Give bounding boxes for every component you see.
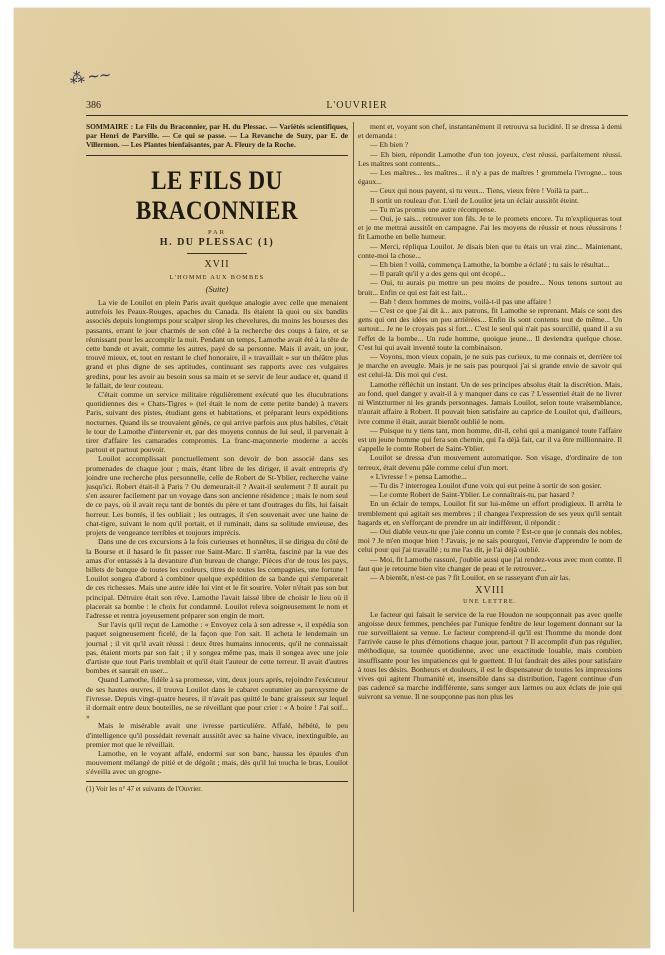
paragraph: « L'ivresse ! » pensa Lamothe... bbox=[370, 471, 467, 481]
page-number: 386 bbox=[86, 100, 101, 111]
author: H. DU PLESSAC (1) bbox=[159, 237, 275, 249]
paragraph: Dans une de ces excursions à la fois curieuses et honnêtes, il se dirigea du côté de la Bourse et il hasard le fit passer rue Saint-Marc. Il s'arrêta, fasciné par la vue des amas d'or entassés à la devanture d'un bureau de change. Pièces d'or de tous les pays, billets de banque de toutes les couleurs, titres de toutes les compagnies, une fortune ! Louilot songea d'abord à combiner quelque expédition de sa bande qui s'emparerait de ces richesses. Mais une autre idée lui vint et le fit sourire. Voler n'était pas son but principal. Détruire était son rêve. Lamothe l'avait laissé libre de choisir le lieu où il placerait sa bombe : le choix fut condamné. Louilot releva soigneusement le nom et l'adresse et rentra joyeusement préparer son engin de mort. bbox=[86, 537, 348, 620]
paragraph: Mais le misérable avait une ivresse particulière. Affalé, hébété, le peu d'intelligence qu'il possédait revenait aussitôt avec sa haine vivace, inextinguible, au premier mot que le réveillait. bbox=[86, 721, 348, 749]
paragraph: — Oui diable veux-tu que j'aie connu un comte ? Est-ce que je connais des nobles, moi ? Je m'en moque bien ! J'avais, je ne sais pourquoi, l'envie d'apprendre le nom de celui pour qui j'ai travaillé ; tu me l'as dit, je l'ai déjà oublié. bbox=[358, 526, 622, 555]
newspaper-page bbox=[14, 8, 650, 948]
paragraph: — Voyons, mon vieux copain, je ne suis pas curieux, tu me connais et, derrière toi je marche en aveugle. Mais je ne sais pas pourquoi j'ai si grande envie de savoir qui est celui-là. Dis moi qui c'est. bbox=[358, 352, 622, 380]
paragraph: Louilot accomplissait ponctuellement son devoir de bon associé dans ses promenades de chaque jour ; mais, étant libre de les diriger, il avait entrepris d'y joindre une recherche plus personnelle, celle de Robert de St-Yblier, recherche vaine jusqu'ici. Robert était-il à Paris ? Ou demeurait-il ? Avait-il seulement ? Il aurait pu s'en assurer facilement par un voyage dans son ancienne résidence ; mais le nom seul de ce pays, où il avait reçu tant de bontés du père et tant d'outrages du fils, lui faisait horreur. Les bontés, il les oubliait ; les outrages, il s'en souvenait avec une haine de chat-tigre, suivant le nom qu'il portait, et il ruminait, dans sa solitude envieuse, des projets de vengeance terribles et toujours imprécis. bbox=[86, 454, 348, 538]
paragraph: — Oui, tu aurais pu mettre un peu moins de poudre... Nous tenons surtout au bruit... Enfin ce qui est fait est fait... bbox=[358, 278, 622, 297]
paragraph: — Ceux qui nous payent, si tu veux... Tiens, vieux frère ! Voilà ta part... bbox=[370, 186, 589, 196]
paragraph: — Eh bien ? bbox=[370, 140, 409, 150]
paragraph: Il sortit un rouleau d'or. L'œil de Louilot jeta un éclair aussitôt éteint. bbox=[370, 195, 579, 205]
paragraph: Lamothe réfléchit un instant. Un de ses principes absolus était la discrétion. Mais, au fond, quel danger y avait-il à y manquer dans ce cas ? L'essentiel était de ne livrer ni Wintzturmer ni les grands personnages. Jamais Louilot, selon toute vraisemblance, n'aurait affaire à Robert. Il pouvait bien satisfaire au caprice de Louilot qui, d'ailleurs, ivre comme il était, aurait bientôt oublié le nom. bbox=[358, 379, 622, 426]
paragraph: Louilot se dressa d'un mouvement automatique. Son visage, d'ordinaire de ton terreux, était devenu pâle comme celui d'un mort. bbox=[358, 453, 622, 472]
paragraph: — Eh bien ! voilà, commença Lamothe, la bombe a éclaté ; tu sais le résultat... bbox=[370, 260, 610, 270]
paragraph: Quand Lamothe, fidèle à sa promesse, vint, deux jours après, rejoindre l'exécuteur de ses hautes œuvres, il trouva Louilot dans le cabaret coutumier au paroxysme de l'ivresse. Depuis vingt-quatre heures, il n'avait pas quitté le banc graisseux sur lequel il dormait entre deux bouteilles, ne se réveillant que pour crier : « A boire ! J'ai soif... » bbox=[86, 675, 348, 722]
paragraph: — Eh bien, répondit Lamothe d'un ton joyeux, c'est réussi, parfaitement réussi. Les maîtres sont contents... bbox=[358, 149, 622, 168]
chapter-title: UNE LETTRE. bbox=[463, 598, 517, 606]
paragraph: ment et, voyant son chef, instantanément il retrouva sa lucidité. Il se dressa à demi et demanda : bbox=[358, 122, 622, 141]
paragraph: En un éclair de temps, Louilot fit sur lui-même un effort prodigieux. Il arrêta le tremblement qui agitait ses membres ; il changea l'expression de ses yeux qu'il sentait hagards et, en s'efforçant de prendre un air indifférent, il répondit : bbox=[358, 499, 622, 527]
paragraph: La vie de Louilot en plein Paris avait quelque analogie avec celle que menaient autrefois les Peaux-Rouges, apaches du Canada. Ils étaient là quoi ou six bandits associés depuis longtemps pour scalper sirop les chevelures, du moins les bourses des passants, errant le jour charmés de son côté à la recherche des coups à faire, et se réunissant pour les accomplir la nuit. Pendant un temps, Lamothe avait été à la tête de cette bande et avait, comme les autres, payé de sa personne. Mais il avait, un jour, trouvé mieux, et, tout en restant le chef honoraire, il « travaillait » sur un théâtre plus grand et plus digne de ses aptitudes, continuant ses rapports avec ces vulgaires gredins, pour les avoir au besoin sous sa main et se servir de leur audace et, quand il le fallait, de leur couteau. bbox=[86, 298, 348, 390]
paragraph: — Tu m'as promis une autre récompense. bbox=[370, 204, 497, 214]
paragraph: — Moi, fit Lamothe rassuré, j'oublie aussi que j'ai rendez-vous avec mon comte. Il faut que je retourne bien vite changer de peau et le retrouver... bbox=[358, 554, 622, 573]
paragraph: — Puisque tu y tiens tant, mon homme, dit-il, celui qui a manigancé toute l'affaire est un jeune homme qui fera son chemin, qui l'a déjà fait, car il va être millionnaire. Il s'appelle le comte Robert de Saint-Yblier. bbox=[358, 425, 622, 454]
article-title: LE FILS DU BRACONNIER bbox=[135, 166, 299, 225]
paragraph: — A bientôt, n'est-ce pas ? fit Louilot, en se rasseyant d'un air las. bbox=[370, 572, 571, 582]
column-separator bbox=[353, 122, 354, 912]
title-rule bbox=[187, 253, 247, 254]
chapter-number: XVIII bbox=[475, 585, 505, 597]
page-header bbox=[86, 100, 628, 114]
paragraph: — Le comte Robert de Saint-Yblier. Le connaîtrais-tu, par hasard ? bbox=[370, 490, 575, 500]
paragraph: — Tu dis ? interrogea Louilot d'une voix qui eut peine à sortir de son gosier. bbox=[370, 480, 602, 490]
journal-title: L'OUVRIER bbox=[326, 100, 388, 111]
chapter-title: L'HOMME AUX BOMBES bbox=[169, 273, 265, 281]
chapter-number: XVII bbox=[204, 259, 230, 271]
paragraph: Le facteur qui faisait le service de la rue Houdon ne soupçonnait pas avec quelle angoisse deux femmes, penchées par l'unique fenêtre de leur logement donnant sur la rue surveillaient sa venue. Le facteur comprend-il qu'il est l'homme du monde dont l'arrivée cause le plus d'émotions chaque jour, partout ? Il accomplit d'un pas régulier, méthodique, sa tournée quotidienne, avec une exactitude louable, mais combien insuffisante pour les impatiences qui le guettent. Il lui faudrait des ailes pour satisfaire à tous les désirs. Bonheurs et douleurs, il est le dispensateur de toutes les impressions vives qui agitent l'humanité et, insensible dans sa distribution, l'agent continue d'un pas cadencé sa marche indifférente, sans songer aux larmes ou aux éclats de joie qui suivront sa venue. Il ne soupçonne pas non plus les bbox=[358, 609, 622, 702]
paragraph: — Il paraît qu'il y a des gens qui ont écopé... bbox=[370, 269, 506, 279]
paragraph: — Oui, je sais... retrouver ton fils. Je te le promets encore. Tu m'expliqueras tout et je me mettrai aussitôt en campagne. J'ai les moyens de réussir et nous réussirons ! fit Lamothe en belle humeur. bbox=[358, 214, 622, 242]
paragraph: — Bah ! deux hommes de moins, voilà-t-il pas une affaire ! bbox=[370, 296, 552, 306]
paragraph: Lamothe, en le voyant affalé, endormi sur son banc, haussa les épaules d'un mouvement mélangé de pitié et de dégoût ; mais, dès qu'il lui toucha le bras, Louilot s'éveilla avec un grogne- bbox=[86, 748, 348, 777]
header-rule bbox=[86, 115, 628, 116]
paragraph: Sur l'avis qu'il reçut de Lamothe : « Envoyez cela à son adresse », il expédia son paquet soigneusement ficelé, de la façon que l'on sait. Il acheta le lendemain un journal ; il vit qu'il avait réussi : deux êtres humains innocents, qu'il ne connaissait pas, étaient morts par son fait ; il y songea même pas, mais il songea avec une joie d'artiste que tout Paris tremblait et qu'il était l'auteur de cette terreur. Il avait d'autres bombes et saurait en user... bbox=[86, 620, 348, 676]
footnote: (1) Voir les n° 47 et suivants de l'Ouvrier. bbox=[86, 781, 348, 794]
ink-stamp-mark: ⁂ ~~ bbox=[68, 65, 112, 88]
byline-par: PAR bbox=[207, 229, 227, 236]
right-column bbox=[358, 122, 622, 702]
paragraph: — Merci, répliqua Louilot. Je disais bien que tu étais un vrai zinc... Maintenant, conte-moi la chose... bbox=[358, 241, 622, 260]
paragraph: — Les maîtres... les maîtres... il n'y a pas de maîtres ! grommela l'ivrogne... tous égaux... bbox=[358, 168, 622, 187]
sommaire: SOMMAIRE : Le Fils du Braconnier, par H. du Plessac. — Variétés scientifiques, par Henri de Parville. — Ce qui se passe. — La Revanche de Suzy, par E. de Villermon. — Les Plantes bienfaisantes, par A. Fleury de la Roche. bbox=[86, 122, 348, 156]
left-column bbox=[86, 122, 348, 794]
paragraph: C'était comme un service militaire régulièrement exécuté que les élucubrations quotidiennes des « Chats-Tigres » (tel était le nom de cette petite bande) à travers Paris, suivant des pistes, étudiant gens et habitations, et préparant leurs expéditions nocturnes. Quand ils se trouvaient gênés, ce qui arrive parfois aux plus habiles, c'était le tour de Lamothe d'intervenir et, par des moyens connus de lui seul, il parvenait à tirer d'affaire les camarades compromis. La franc-maçonnerie moderne a accès partout et partout pouvoir. bbox=[86, 390, 348, 455]
paragraph: — C'est ce que j'ai dit à... aux patrons, fit Lamothe se reprenant. Mais ce sont des gens qui ont des idées un peu arriérées... Enfin ils sont contents tout de même... Un surtout... Je ne le croyais pas si fort... C'est le seul qui n'ait pas sourcillé, quand il a su l'effet de la bombe... Un rude homme, quoique jeune... Il deviendra quelque chose. C'est lui qui avait inventé toute la combinaison. bbox=[358, 306, 622, 352]
suite-label: (Suite) bbox=[205, 283, 229, 294]
